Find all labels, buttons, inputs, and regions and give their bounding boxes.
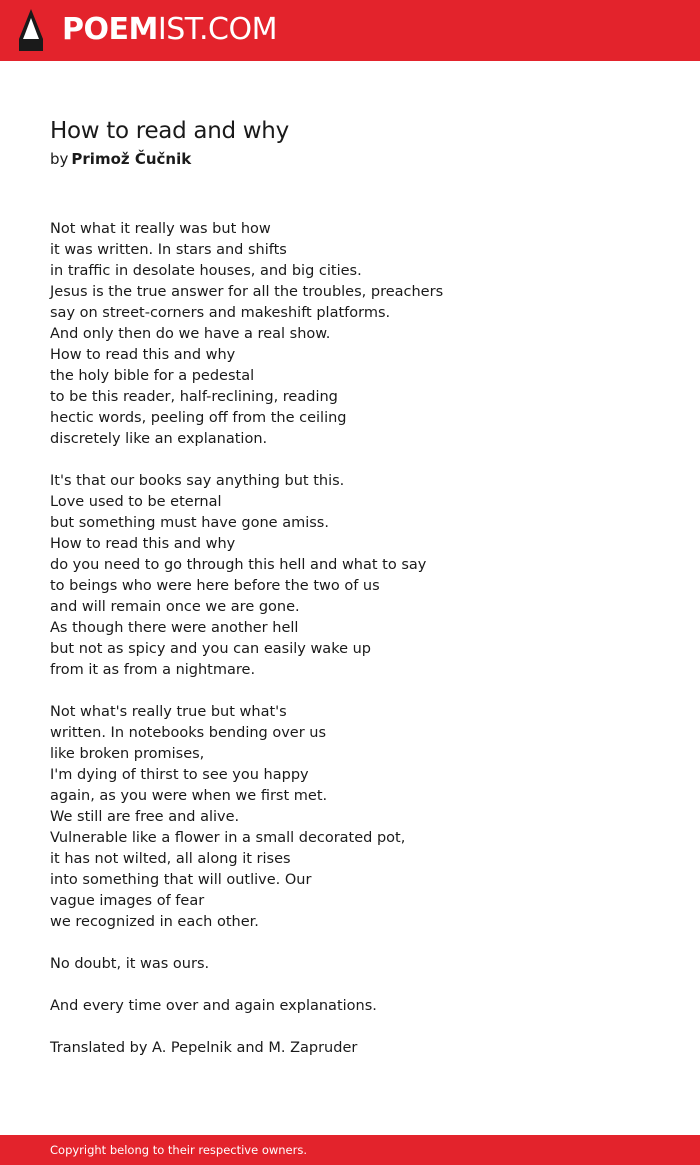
poem-line: but not as spicy and you can easily wake up (50, 641, 371, 657)
poem-line: to be this reader, half-reclining, reading (50, 389, 338, 405)
poem-line: It's that our books say anything but this. (50, 473, 345, 489)
stanza-break (50, 933, 650, 954)
poem-line: it was written. In stars and shifts (50, 242, 287, 258)
by-label: by (50, 150, 69, 168)
poem-line: And only then do we have a real show. (50, 326, 331, 342)
site-header (0, 0, 700, 61)
poem-body (50, 219, 650, 1059)
poem-line: to beings who were here before the two of us (50, 578, 380, 594)
site-logo[interactable] (62, 12, 277, 48)
poem-line: written. In notebooks bending over us (50, 725, 327, 741)
stanza-break (50, 450, 650, 471)
poem-line: Not what's really true but what's (50, 704, 287, 720)
logo-bold-text: POEM (62, 12, 158, 47)
poem-line: again, as you were when we first met. (50, 788, 328, 804)
poem-line: hectic words, peeling off from the ceiling (50, 410, 347, 426)
poem-line: How to read this and why (50, 536, 236, 552)
poem-author: Primož Čučnik (71, 150, 192, 168)
poem-line: but something must have gone amiss. (50, 515, 329, 531)
copyright-text: Copyright belong to their respective owners. (50, 1143, 308, 1157)
poem-line: discretely like an explanation. (50, 431, 268, 447)
stanza-break (50, 975, 650, 996)
pencil-tip-icon[interactable] (18, 9, 44, 51)
poem-line: No doubt, it was ours. (50, 956, 210, 972)
poem-line: say on street-corners and makeshift platforms. (50, 305, 391, 321)
poem-title: How to read and why (50, 118, 289, 144)
poem-line: from it as from a nightmare. (50, 662, 256, 678)
poem-line: it has not wilted, all along it rises (50, 851, 291, 867)
poem-line: like broken promises, (50, 746, 205, 762)
poem-line: and will remain once we are gone. (50, 599, 300, 615)
poem-byline (50, 149, 191, 169)
poem-line: do you need to go through this hell and what to say (50, 557, 427, 573)
logo-light-text: IST.COM (157, 12, 277, 47)
poem-line: into something that will outlive. Our (50, 872, 312, 888)
poem-line: Translated by A. Pepelnik and M. Zapruder (50, 1040, 358, 1056)
poem-line: We still are free and alive. (50, 809, 240, 825)
poem-line: I'm dying of thirst to see you happy (50, 767, 309, 783)
poem-line: As though there were another hell (50, 620, 299, 636)
poem-line: And every time over and again explanations. (50, 998, 377, 1014)
poem-line: Love used to be eternal (50, 494, 222, 510)
poem-line: the holy bible for a pedestal (50, 368, 255, 384)
poem-line: Jesus is the true answer for all the troubles, preachers (50, 284, 444, 300)
stanza-break (50, 681, 650, 702)
poem-line: How to read this and why (50, 347, 236, 363)
site-footer (0, 1135, 700, 1165)
stanza-break (50, 1017, 650, 1038)
poem-line: vague images of fear (50, 893, 205, 909)
poem-line: we recognized in each other. (50, 914, 259, 930)
poem-line: in traffic in desolate houses, and big cities. (50, 263, 362, 279)
poem-line: Vulnerable like a flower in a small decorated pot, (50, 830, 406, 846)
poem-line: Not what it really was but how (50, 221, 271, 237)
